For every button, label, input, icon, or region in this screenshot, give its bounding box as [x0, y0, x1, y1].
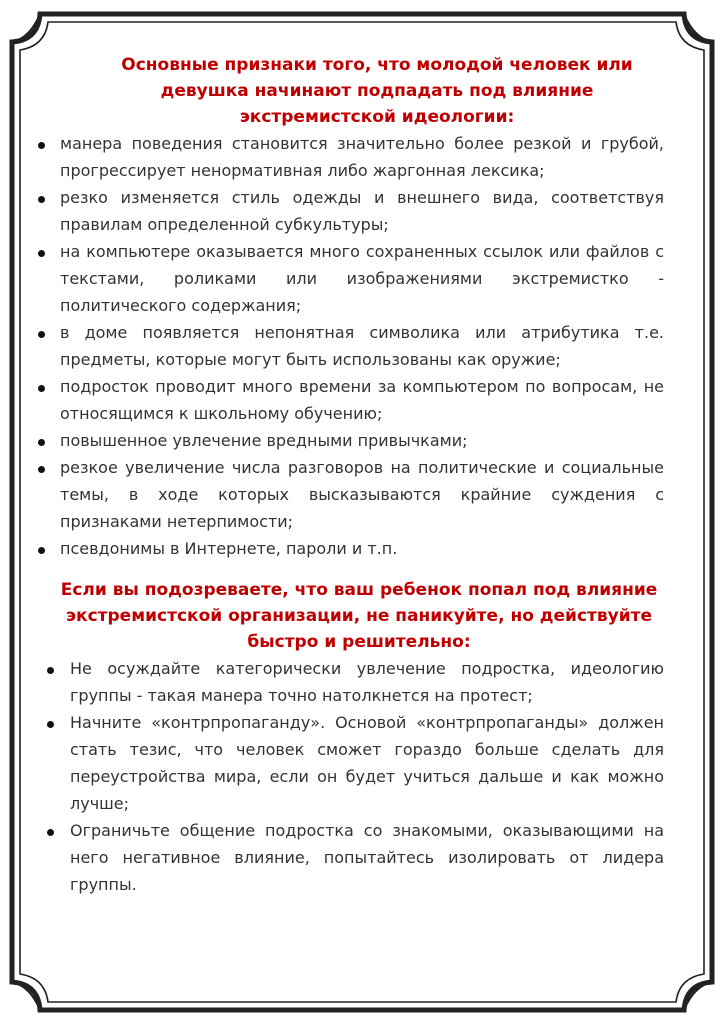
- list-item: на компьютере оказывается много сохраненных ссылок или файлов с текстами, роликами или изображениями экстремистко - политического содержания;: [34, 238, 664, 319]
- page-content: [34, 52, 664, 898]
- list-item: резкое увеличение числа разговоров на политические и социальные темы, в ходе которых высказываются крайние суждения с признаками нетерпимости;: [34, 454, 664, 535]
- section1-heading: Основные признаки того, что молодой человек или девушка начинают подпадать под влияние экстремистской идеологии:: [121, 55, 633, 127]
- advice-list: [34, 655, 664, 898]
- list-item: в доме появляется непонятная символика или атрибутика т.е. предметы, которые могут быть использованы как оружие;: [34, 319, 664, 373]
- list-item: манера поведения становится значительно более резкой и грубой, прогрессирует ненормативная либо жаргонная лексика;: [34, 130, 664, 184]
- list-item: псевдонимы в Интернете, пароли и т.п.: [34, 535, 664, 562]
- list-item: Не осуждайте категорически увлечение подростка, идеологию группы - такая манера точно натолкнется на протест;: [34, 655, 664, 709]
- list-item: Ограничьте общение подростка со знакомыми, оказывающими на него негативное влияние, попытайтесь изолировать от лидера группы.: [34, 817, 664, 898]
- list-item: подросток проводит много времени за компьютером по вопросам, не относящимся к школьному обучению;: [34, 373, 664, 427]
- list-item: повышенное увлечение вредными привычками;: [34, 427, 664, 454]
- section2-heading: Если вы подозреваете, что ваш ребенок попал под влияние экстремистской организации, не паникуйте, но действуйте быстро и решительно:: [60, 580, 658, 652]
- list-item: резко изменяется стиль одежды и внешнего вида, соответствуя правилам определенной субкультуры;: [34, 184, 664, 238]
- signs-list: [34, 130, 664, 562]
- list-item: Начните «контрпропаганду». Основой «контрпропаганды» должен стать тезис, что человек сможет гораздо больше сделать для переустройства мира, если он будет учиться дальше и как можно лучше;: [34, 709, 664, 817]
